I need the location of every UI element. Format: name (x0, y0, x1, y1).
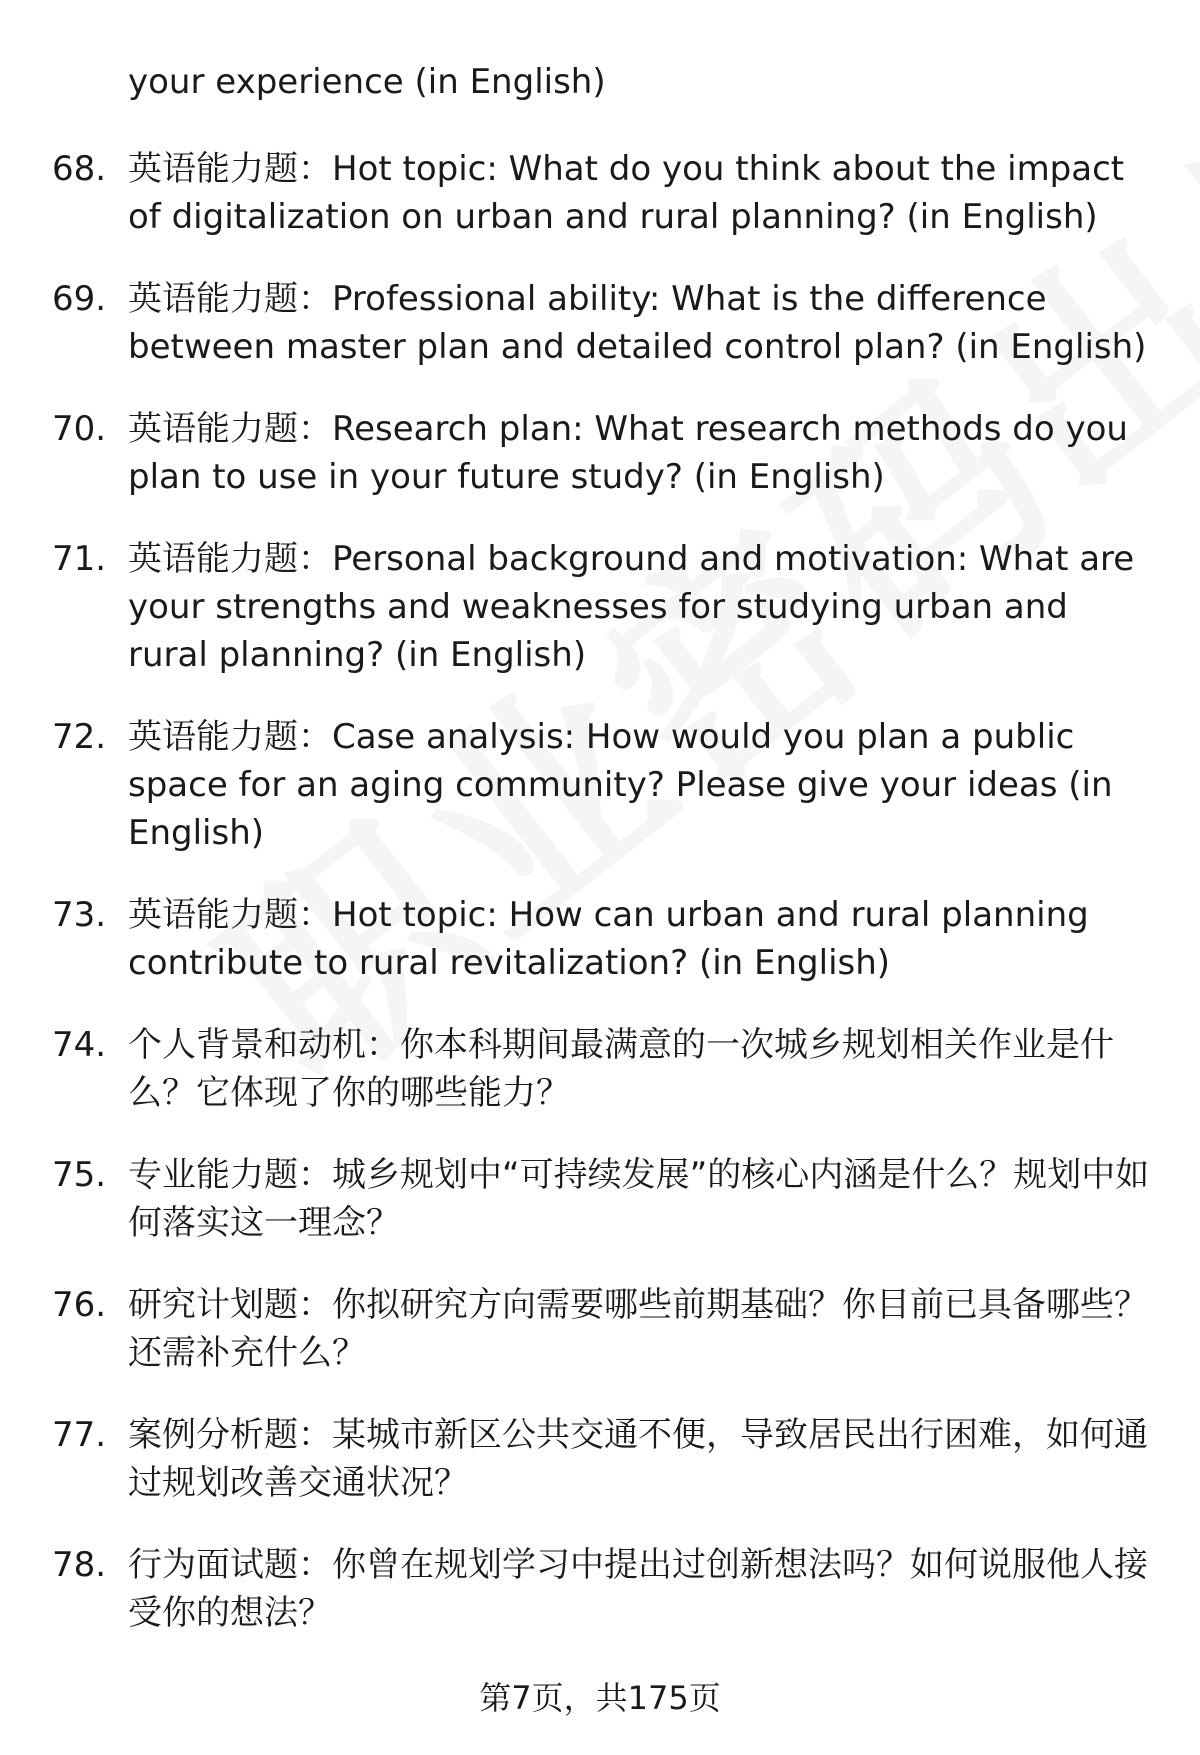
question-item (0, 891, 1200, 987)
question-text: 英语能力题：Hot topic: What do you think about the impact of digitalization on urban and rural planning? (in English) (128, 149, 1125, 237)
question-text: 专业能力题：城乡规划中“可持续发展”的核心内涵是什么？规划中如何落实这一理念？ (128, 1155, 1150, 1243)
question-text: 个人背景和动机：你本科期间最满意的一次城乡规划相关作业是什么？它体现了你的哪些能力？ (128, 1025, 1114, 1113)
question-item (0, 1021, 1200, 1117)
question-item (0, 713, 1200, 857)
question-number: 76. (52, 1285, 107, 1325)
page-footer: 第7页，共175页 (479, 1679, 721, 1717)
question-number: 72. (52, 717, 107, 757)
question-text: 英语能力题：Case analysis: How would you plan a public space for an aging community? Please give your ideas (in English) (128, 717, 1113, 853)
question-number: 70. (52, 409, 107, 449)
question-text: 英语能力题：Research plan: What research methods do you plan to use in your future study? (in English) (128, 409, 1128, 497)
question-item (0, 1281, 1200, 1377)
question-item (0, 405, 1200, 501)
question-number: 78. (52, 1545, 107, 1585)
question-text: 英语能力题：Professional ability: What is the difference between master plan and detailed control plan? (in English) (128, 279, 1147, 367)
question-text: 英语能力题：Personal background and motivation: What are your strengths and weaknesses for studying urban and rural planning? (in English) (128, 539, 1135, 675)
question-text: 行为面试题：你曾在规划学习中提出过创新想法吗？如何说服他人接受你的想法？ (128, 1545, 1148, 1633)
question-item (0, 535, 1200, 679)
question-item (0, 1151, 1200, 1247)
question-text: 案例分析题：某城市新区公共交通不便，导致居民出行困难，如何通过规划改善交通状况？ (128, 1415, 1148, 1503)
question-list (0, 145, 1200, 1671)
question-number: 69. (52, 279, 107, 319)
question-number: 75. (52, 1155, 107, 1195)
question-text: 英语能力题：Hot topic: How can urban and rural planning contribute to rural revitalization? (in English) (128, 895, 1089, 983)
question-number: 71. (52, 539, 107, 579)
question-item (0, 1541, 1200, 1637)
question-number: 77. (52, 1415, 107, 1455)
question-item (0, 145, 1200, 241)
question-item (0, 1411, 1200, 1507)
question-item (0, 275, 1200, 371)
question-number: 73. (52, 895, 107, 935)
question-number: 74. (52, 1025, 107, 1065)
question-text: 研究计划题：你拟研究方向需要哪些前期基础？你目前已具备哪些？还需补充什么？ (128, 1285, 1148, 1373)
question-number: 68. (52, 149, 107, 189)
continued-question-text: your experience (in English) (128, 62, 606, 102)
